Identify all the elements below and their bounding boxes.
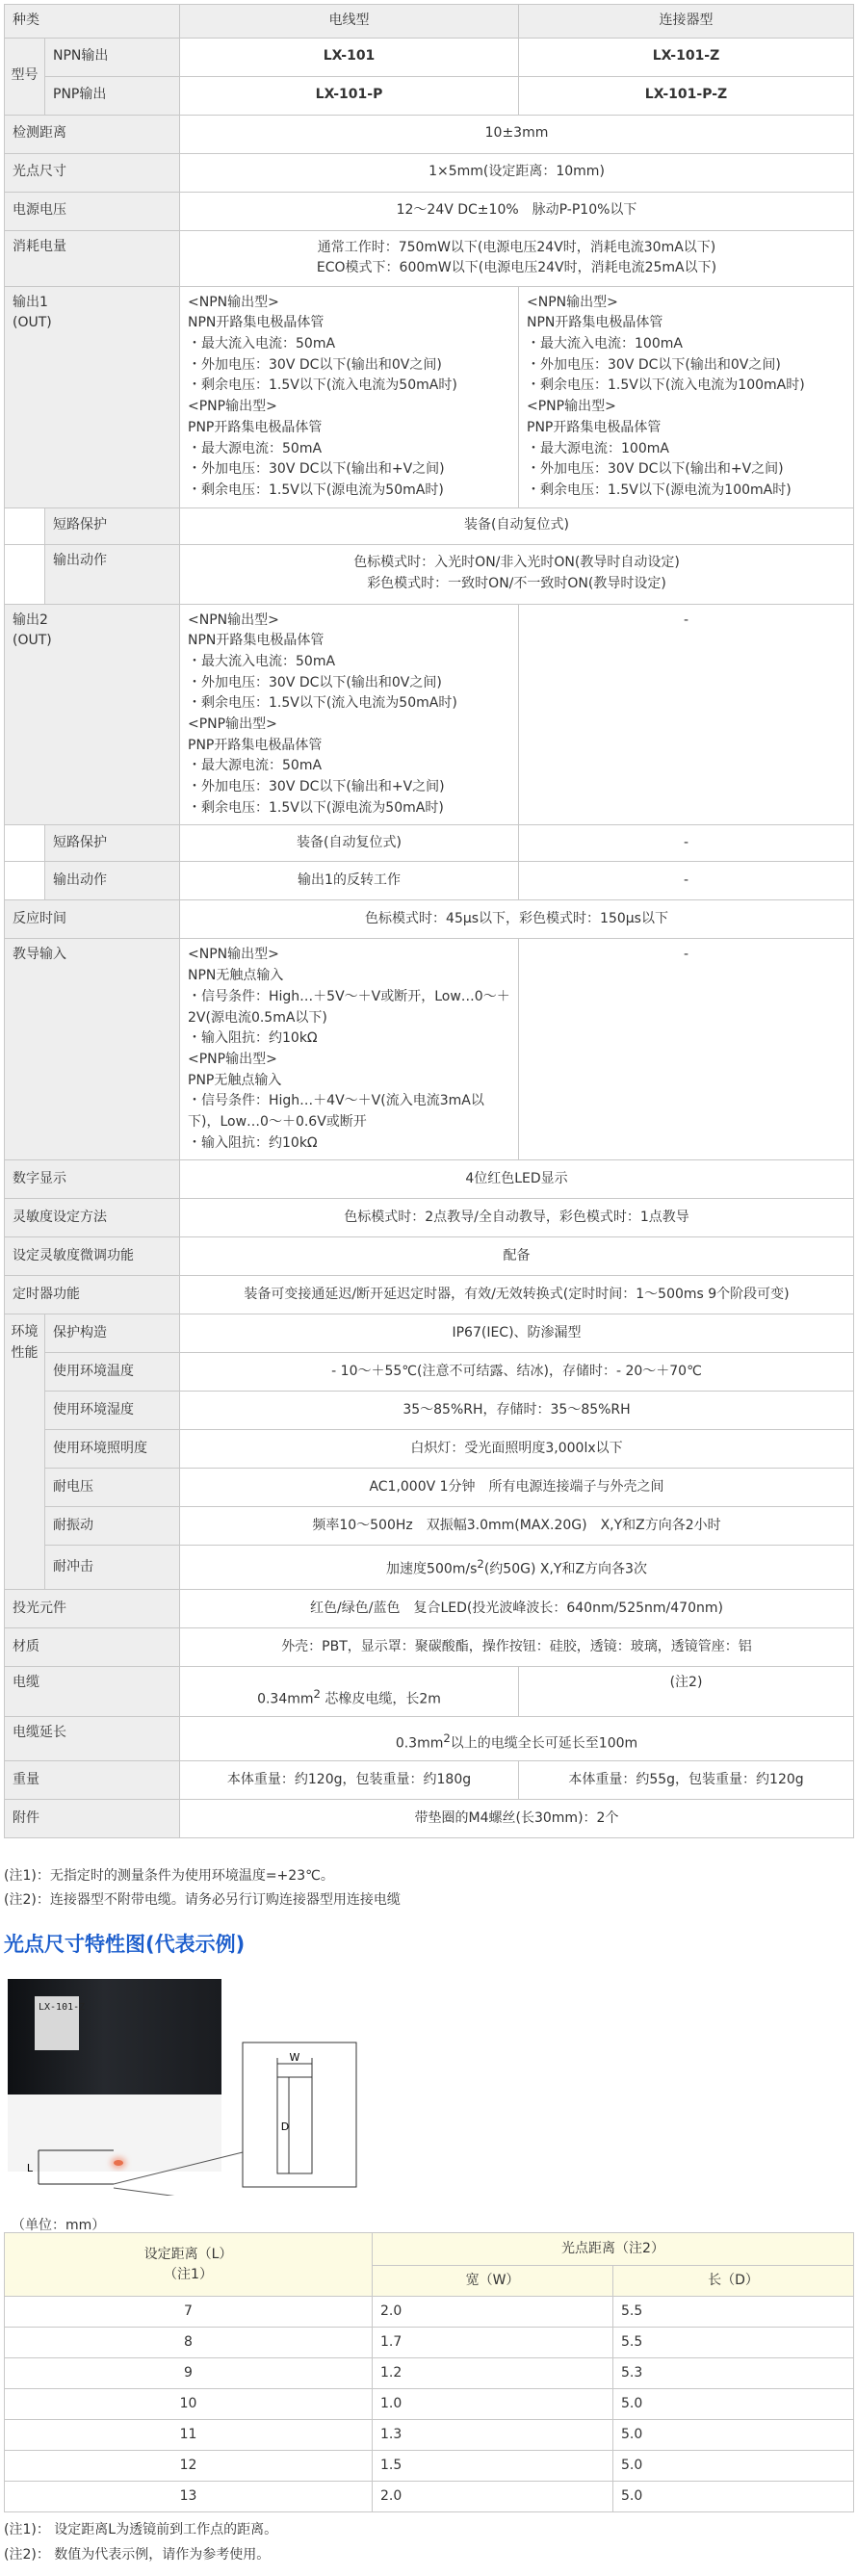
indent-cell (5, 507, 45, 544)
output1-connector-line: PNP开路集电极晶体管 (527, 419, 662, 435)
output2-connector: - (519, 604, 854, 825)
output2-wire-line: ・最大流入电流：50mA (188, 653, 336, 669)
accessories-value: 带垫圈的M4螺丝(长30mm)：2个 (180, 1800, 854, 1838)
output2-wire-line: ・外加电压：30V DC以下(输出和+V之间) (188, 779, 445, 795)
env-humidity-row (5, 1392, 854, 1430)
fine-adjust-value: 配备 (180, 1237, 854, 1276)
section-title: 光点尺寸特性图(代表示例) (4, 1933, 246, 1956)
length-header: 长（D） (613, 2266, 854, 2297)
output2-wire-line: NPN开路集电极晶体管 (188, 633, 325, 649)
spot-row (5, 2389, 854, 2420)
pnp-wire-model: LX-101-P (180, 76, 519, 115)
set-distance-cell: 10 (5, 2389, 373, 2420)
cable-row (5, 1667, 854, 1717)
emitter-value: 红色/绿色/蓝色 复合LED(投光波峰波长：640nm/525nm/470nm) (180, 1590, 854, 1628)
output1-connector (519, 286, 854, 507)
d-label: D (280, 2121, 290, 2133)
cable-label: 电缆 (5, 1667, 180, 1717)
env-vibration-value: 频率10～500Hz 双振幅3.0mm(MAX.20G) X,Y和Z方向各2小时 (180, 1507, 854, 1546)
digital-display-value: 4位红色LED显示 (180, 1160, 854, 1199)
cable-sup: 2 (313, 1686, 321, 1701)
type-row (5, 5, 854, 39)
shock-pre: 加速度500m/s (386, 1561, 478, 1577)
teach-input-wire (180, 939, 519, 1160)
width-header: 宽（W） (373, 2266, 613, 2297)
callout-line-bottom (114, 2188, 243, 2196)
material-value: 外壳：PBT，显示罩：聚碳酸酯，操作按钮：硅胶，透镜：玻璃，透镜管座：铝 (180, 1628, 854, 1667)
output1-action-value (180, 544, 854, 604)
output1-label-line: (OUT) (13, 315, 52, 331)
env-vibration-label: 耐振动 (45, 1507, 180, 1546)
shock-sup: 2 (477, 1556, 484, 1571)
weight-connector: 本体重量：约55g，包装重量：约120g (519, 1761, 854, 1800)
cable-pre: 0.34mm (257, 1691, 314, 1707)
npn-connector-model: LX-101-Z (519, 38, 854, 76)
output2-short-label: 短路保护 (45, 825, 180, 862)
teach-input-row (5, 939, 854, 1160)
pnp-model-row (5, 76, 854, 115)
spot-note-2: (注2)： 数值为代表示例，请作为参考使用。 (4, 2547, 271, 2563)
env-temp-value: - 10～＋55℃(注意不可结露、结冰)，存储时：- 20～＋70℃ (180, 1353, 854, 1392)
output2-short-row (5, 825, 854, 862)
spot-table-body (5, 2297, 854, 2512)
response-time-row (5, 900, 854, 939)
material-label: 材质 (5, 1628, 180, 1667)
output2-label-line: (OUT) (13, 633, 52, 649)
spot-size-row (5, 153, 854, 192)
accessories-row (5, 1800, 854, 1838)
output1-short-label: 短路保护 (45, 507, 180, 544)
spot-distance-header: 光点距离（注2） (373, 2233, 854, 2266)
output1-label-line: 输出1 (13, 294, 48, 310)
teach-input-line: ・输入阻抗：约10kΩ (188, 1134, 318, 1151)
output1-connector-line: <PNP输出型> (527, 399, 616, 415)
width-cell: 1.0 (373, 2389, 613, 2420)
fine-adjust-row (5, 1237, 854, 1276)
output1-connector-line: ・剩余电压：1.5V以下(流入电流为100mA时) (527, 377, 805, 394)
indent-cell (5, 825, 45, 862)
callout-line-top (114, 2152, 243, 2184)
spot-row (5, 2358, 854, 2389)
type-label: 种类 (5, 5, 180, 39)
shock-post: (约50G) X,Y和Z方向各3次 (483, 1561, 647, 1577)
output2-row (5, 604, 854, 825)
env-vibration-row (5, 1507, 854, 1546)
accessories-label: 附件 (5, 1800, 180, 1838)
output2-wire-line: ・剩余电压：1.5V以下(流入电流为50mA时) (188, 695, 457, 712)
width-cell: 1.7 (373, 2328, 613, 2358)
indent-cell (5, 544, 45, 604)
env-voltage-row (5, 1469, 854, 1507)
action-line: 色标模式时：入光时ON/非入光时ON(教导时自动设定) (353, 555, 680, 571)
detect-distance-label: 检测距离 (5, 115, 180, 153)
spot-row (5, 2482, 854, 2512)
env-humidity-value: 35～85%RH，存储时：35～85%RH (180, 1392, 854, 1430)
pnp-output-label: PNP输出 (45, 76, 180, 115)
set-distance-header-line: 设定距离（L） (143, 2246, 233, 2262)
env-shock-row (5, 1546, 854, 1590)
env-voltage-label: 耐电压 (45, 1469, 180, 1507)
teach-input-connector: - (519, 939, 854, 1160)
unit-label: （单位：mm） (12, 2218, 106, 2233)
set-distance-header (5, 2233, 373, 2297)
output2-wire-line: <PNP输出型> (188, 716, 277, 732)
spot-row (5, 2420, 854, 2451)
output1-action-row (5, 544, 854, 604)
teach-input-line: <NPN输出型> (188, 947, 279, 963)
env-voltage-value: AC1,000V 1分钟 所有电源连接端子与外壳之间 (180, 1469, 854, 1507)
cable-post: 芯橡皮电缆，长2m (320, 1691, 441, 1707)
spot-table (4, 2232, 854, 2512)
length-cell: 5.0 (613, 2482, 854, 2512)
digital-display-label: 数字显示 (5, 1160, 180, 1199)
supply-voltage-value: 12～24V DC±10% 脉动P-P10%以下 (180, 192, 854, 230)
power-consumption-label: 消耗电量 (5, 230, 180, 286)
detect-distance-row (5, 115, 854, 153)
output1-wire-line: ・剩余电压：1.5V以下(源电流为50mA时) (188, 481, 444, 498)
width-cell: 1.3 (373, 2420, 613, 2451)
power-consumption-row (5, 230, 854, 286)
teach-input-line: ・信号条件：High…＋4V～＋V(流入电流3mA以下)，Low…0～＋0.6V或断开 (188, 1093, 484, 1130)
output1-connector-line: ・外加电压：30V DC以下(输出和0V之间) (527, 356, 781, 373)
spot-note-1: (注1)： 设定距离L为透镜前到工作点的距离。 (4, 2522, 278, 2537)
spot-size-value: 1×5mm(设定距离：10mm) (180, 153, 854, 192)
cable-connector-value: (注2) (519, 1667, 854, 1717)
weight-wire: 本体重量：约120g，包装重量：约180g (180, 1761, 519, 1800)
sensitivity-method-value: 色标模式时：2点教导/全自动教导，彩色模式时：1点教导 (180, 1199, 854, 1237)
output1-wire-line: ・最大流入电流：50mA (188, 336, 336, 352)
width-cell: 2.0 (373, 2297, 613, 2328)
output2-wire-line: ・最大源电流：50mA (188, 758, 323, 774)
indent-cell (5, 862, 45, 900)
length-cell: 5.3 (613, 2358, 854, 2389)
spot-row (5, 2297, 854, 2328)
type-connector-header: 连接器型 (519, 5, 854, 39)
teach-input-line: NPN无触点输入 (188, 968, 284, 984)
distance-l-label: L (26, 2162, 33, 2174)
digital-display-row (5, 1160, 854, 1199)
material-row (5, 1628, 854, 1667)
output2-wire (180, 604, 519, 825)
output2-short-connector: - (519, 825, 854, 862)
timer-label: 定时器功能 (5, 1276, 180, 1314)
note-1: (注1)：无指定时的测量条件为使用环境温度=+23℃。 (4, 1868, 334, 1884)
output1-wire-line: <NPN输出型> (188, 294, 279, 310)
env-humidity-label: 使用环境湿度 (45, 1392, 180, 1430)
width-cell: 2.0 (373, 2482, 613, 2512)
env-light-label: 使用环境照明度 (45, 1430, 180, 1469)
length-cell: 5.0 (613, 2389, 854, 2420)
length-cell: 5.5 (613, 2297, 854, 2328)
sensitivity-method-label: 灵敏度设定方法 (5, 1199, 180, 1237)
npn-wire-model: LX-101 (180, 38, 519, 76)
distance-indicator (39, 2150, 114, 2184)
set-distance-cell: 11 (5, 2420, 373, 2451)
cable-ext-post: 以上的电缆全长可延长至100m (450, 1735, 638, 1752)
action-line: 彩色模式时：一致时ON/不一致时ON(教导时设定) (367, 576, 666, 592)
environment-group-label: 环境性能 (5, 1314, 45, 1590)
teach-input-line: <PNP输出型> (188, 1051, 277, 1067)
emitter-label: 投光元件 (5, 1590, 180, 1628)
cable-ext-label: 电缆延长 (5, 1717, 180, 1761)
env-protection-value: IP67(IEC)、防渗漏型 (180, 1314, 854, 1353)
cable-ext-row (5, 1717, 854, 1761)
output2-label-line: 输出2 (13, 611, 48, 628)
output1-connector-line: <NPN输出型> (527, 294, 618, 310)
output1-connector-line: ・外加电压：30V DC以下(输出和+V之间) (527, 461, 784, 478)
env-light-value: 白炽灯：受光面照明度3,000lx以下 (180, 1430, 854, 1469)
fine-adjust-label: 设定灵敏度微调功能 (5, 1237, 180, 1276)
photo-model-text: LX-101-Z (39, 2002, 86, 2013)
env-protection-label: 保护构造 (45, 1314, 180, 1353)
output2-action-label: 输出动作 (45, 862, 180, 900)
env-shock-value (180, 1546, 854, 1590)
cable-ext-value (180, 1717, 854, 1761)
output1-connector-line: ・剩余电压：1.5V以下(源电流为100mA时) (527, 481, 792, 498)
set-distance-cell: 12 (5, 2451, 373, 2482)
output1-wire-line: PNP开路集电极晶体管 (188, 419, 323, 435)
length-cell: 5.0 (613, 2420, 854, 2451)
cable-wire-value (180, 1667, 519, 1717)
spot-row (5, 2328, 854, 2358)
set-distance-cell: 13 (5, 2482, 373, 2512)
env-protection-row (5, 1314, 854, 1353)
env-temp-label: 使用环境温度 (45, 1353, 180, 1392)
output2-wire-line: ・剩余电压：1.5V以下(源电流为50mA时) (188, 799, 444, 816)
spec-table (4, 4, 854, 1838)
npn-output-label: NPN输出 (45, 38, 180, 76)
output1-wire-line: ・外加电压：30V DC以下(输出和0V之间) (188, 356, 442, 373)
output2-action-wire: 输出1的反转工作 (180, 862, 519, 900)
env-shock-label: 耐冲击 (45, 1546, 180, 1590)
type-wire-header: 电线型 (180, 5, 519, 39)
cable-ext-sup: 2 (443, 1730, 451, 1745)
output1-wire-line: <PNP输出型> (188, 399, 277, 415)
output1-wire-line: NPN开路集电极晶体管 (188, 315, 325, 331)
teach-input-line: PNP无触点输入 (188, 1072, 282, 1088)
set-distance-header-line: （注1） (164, 2266, 213, 2282)
teach-input-label: 教导输入 (5, 939, 180, 1160)
output1-wire-line: ・外加电压：30V DC以下(输出和+V之间) (188, 461, 445, 478)
output2-action-row (5, 862, 854, 900)
env-light-row (5, 1430, 854, 1469)
power-line: 通常工作时：750mW以下(电源电压24V时，消耗电流30mA以下) (317, 239, 716, 255)
output2-wire-line: ・外加电压：30V DC以下(输出和0V之间) (188, 674, 442, 690)
timer-value: 装备可变接通延迟/断开延迟定时器，有效/无效转换式(定时时间：1～500ms 9个阶段可变) (180, 1276, 854, 1314)
set-distance-cell: 8 (5, 2328, 373, 2358)
power-line: ECO模式下：600mW以下(电源电压24V时，消耗电流25mA以下) (316, 260, 717, 276)
output2-action-connector: - (519, 862, 854, 900)
spot-size-label: 光点尺寸 (5, 153, 180, 192)
npn-model-row (5, 38, 854, 76)
output1-wire-line: ・剩余电压：1.5V以下(流入电流为50mA时) (188, 377, 457, 394)
model-label: 型号 (5, 38, 45, 115)
output2-wire-line: <NPN输出型> (188, 611, 279, 628)
output1-label (5, 286, 180, 507)
env-temp-row (5, 1353, 854, 1392)
supply-voltage-label: 电源电压 (5, 192, 180, 230)
output1-connector-line: ・最大流入电流：100mA (527, 336, 683, 352)
weight-label: 重量 (5, 1761, 180, 1800)
response-time-value: 色标模式时：45μs以下，彩色模式时：150μs以下 (180, 900, 854, 939)
set-distance-cell: 7 (5, 2297, 373, 2328)
set-distance-cell: 9 (5, 2358, 373, 2389)
note-2: (注2)：连接器型不附带电缆。请务必另行订购连接器型用连接电缆 (4, 1892, 401, 1908)
emitter-row (5, 1590, 854, 1628)
detect-distance-value: 10±3mm (180, 115, 854, 153)
width-cell: 1.2 (373, 2358, 613, 2389)
output1-short-value: 装备(自动复位式) (180, 507, 854, 544)
output1-wire-line: ・最大源电流：50mA (188, 440, 323, 456)
output1-connector-line: NPN开路集电极晶体管 (527, 315, 663, 331)
power-consumption-value (180, 230, 854, 286)
output2-short-wire: 装备(自动复位式) (180, 825, 519, 862)
width-cell: 1.5 (373, 2451, 613, 2482)
output1-connector-line: ・最大源电流：100mA (527, 440, 669, 456)
length-cell: 5.0 (613, 2451, 854, 2482)
teach-input-line: ・信号条件：High…＋5V～＋V或断开，Low…0～＋2V(源电流0.5mA以下) (188, 988, 510, 1026)
output1-action-label: 输出动作 (45, 544, 180, 604)
output2-wire-line: PNP开路集电极晶体管 (188, 737, 323, 753)
pnp-connector-model: LX-101-P-Z (519, 76, 854, 115)
supply-voltage-row (5, 192, 854, 230)
timer-row (5, 1276, 854, 1314)
cable-ext-pre: 0.3mm (395, 1735, 444, 1752)
spot-diagram (0, 1965, 857, 2196)
output1-short-row (5, 507, 854, 544)
weight-row (5, 1761, 854, 1800)
output1-wire (180, 286, 519, 507)
output1-row (5, 286, 854, 507)
spot-row (5, 2451, 854, 2482)
length-cell: 5.5 (613, 2328, 854, 2358)
response-time-label: 反应时间 (5, 900, 180, 939)
output2-label (5, 604, 180, 825)
spot-header-row-1 (5, 2233, 854, 2266)
w-label: W (289, 2051, 300, 2064)
sensitivity-method-row (5, 1199, 854, 1237)
teach-input-line: ・输入阻抗：约10kΩ (188, 1030, 318, 1047)
